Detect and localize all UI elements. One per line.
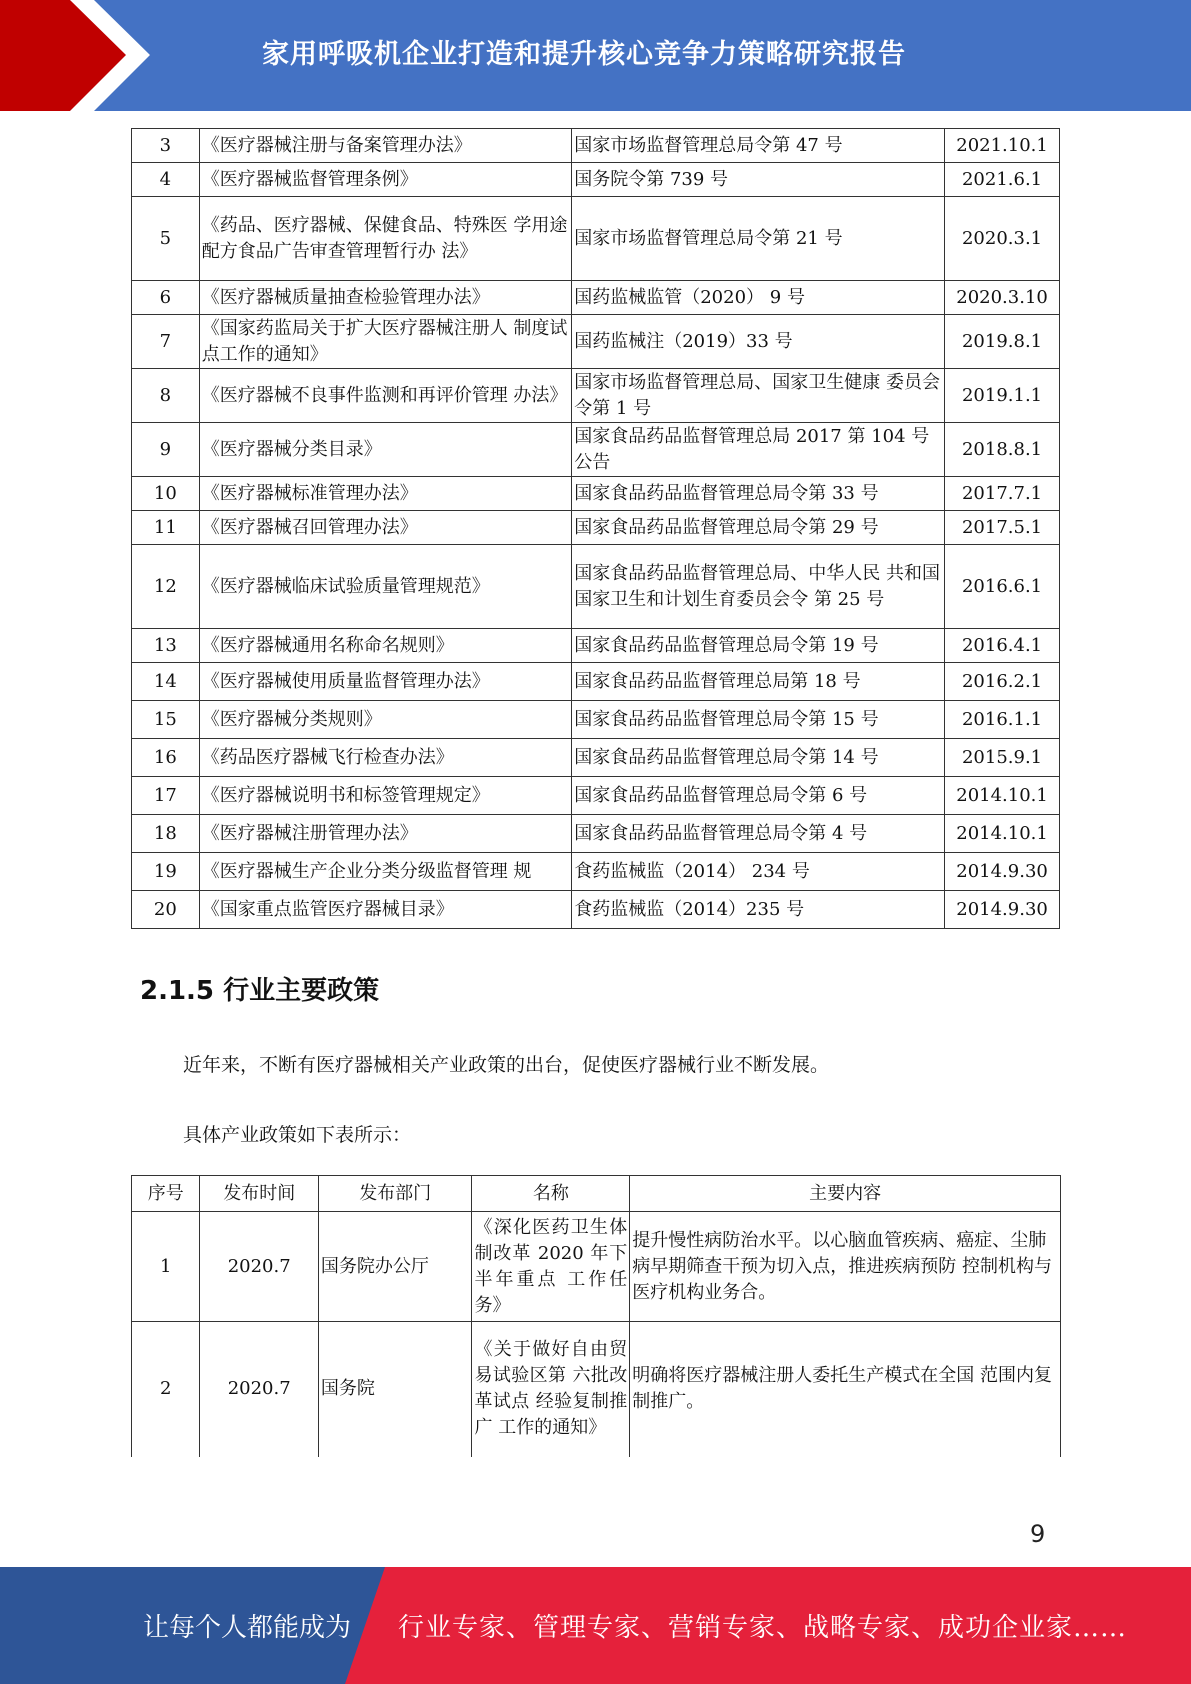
- regulation-row: [132, 511, 1060, 545]
- footer-slogan-left: 让每个人都能成为: [143, 1613, 352, 1643]
- regulations-table: [131, 128, 1060, 929]
- policy-row: [132, 1322, 1061, 1457]
- regulation-row: [132, 853, 1060, 891]
- regulation-document: 国家食品药品监督管理总局、中华人民 共和国国家卫生和计划生育委员会令 第 25 号: [572, 545, 945, 629]
- policy-table-header-row: [132, 1176, 1061, 1212]
- regulation-row: [132, 197, 1060, 281]
- section-heading: 2.1.5 行业主要政策: [140, 976, 380, 1006]
- regulation-name: 《医疗器械分类目录》: [199, 423, 572, 477]
- regulation-name: 《医疗器械质量抽查检验管理办法》: [199, 281, 572, 315]
- regulation-number: 18: [132, 815, 200, 853]
- intro-paragraph: 近年来，不断有医疗器械相关产业政策的出台，促使医疗器械行业不断发展。: [183, 1054, 830, 1076]
- policy-number: 1: [132, 1212, 200, 1322]
- regulation-name: 《医疗器械临床试验质量管理规范》: [199, 545, 572, 629]
- policy-number: 2: [132, 1322, 200, 1457]
- regulation-number: 17: [132, 777, 200, 815]
- regulation-date: 2021.10.1: [945, 129, 1060, 163]
- regulation-row: [132, 369, 1060, 423]
- regulation-document: 国家食品药品监督管理总局令第 19 号: [572, 629, 945, 663]
- regulation-row: [132, 545, 1060, 629]
- regulation-name: 《医疗器械标准管理办法》: [199, 477, 572, 511]
- regulation-number: 19: [132, 853, 200, 891]
- regulation-date: 2015.9.1: [945, 739, 1060, 777]
- regulation-name: 《国家重点监管医疗器械目录》: [199, 891, 572, 929]
- regulation-row: [132, 701, 1060, 739]
- regulation-number: 14: [132, 663, 200, 701]
- regulation-number: 20: [132, 891, 200, 929]
- page-number: 9: [1030, 1520, 1046, 1548]
- regulation-number: 4: [132, 163, 200, 197]
- regulation-number: 11: [132, 511, 200, 545]
- regulation-date: 2016.2.1: [945, 663, 1060, 701]
- regulation-document: 国家市场监督管理总局、国家卫生健康 委员会令第 1 号: [572, 369, 945, 423]
- regulation-date: 2014.10.1: [945, 777, 1060, 815]
- regulation-document: 国家食品药品监督管理总局令第 33 号: [572, 477, 945, 511]
- policy-header-no: 序号: [132, 1176, 200, 1212]
- regulation-document: 国家食品药品监督管理总局令第 14 号: [572, 739, 945, 777]
- regulation-row: [132, 629, 1060, 663]
- regulation-document: 国药监械注（2019）33 号: [572, 315, 945, 369]
- regulation-name: 《药品、医疗器械、保健食品、特殊医 学用途配方食品广告审查管理暂行办 法》: [199, 197, 572, 281]
- regulation-row: [132, 315, 1060, 369]
- policy-table: [131, 1175, 1061, 1457]
- regulation-row: [132, 739, 1060, 777]
- regulation-date: 2016.6.1: [945, 545, 1060, 629]
- policy-name: 《关于做好自由贸易试验区第 六批改革试点 经验复制推广 工作的通知》: [472, 1322, 630, 1457]
- regulation-row: [132, 423, 1060, 477]
- regulation-number: 6: [132, 281, 200, 315]
- regulation-name: 《医疗器械监督管理条例》: [199, 163, 572, 197]
- regulation-document: 国家市场监督管理总局令第 21 号: [572, 197, 945, 281]
- regulation-name: 《医疗器械召回管理办法》: [199, 511, 572, 545]
- regulation-number: 15: [132, 701, 200, 739]
- policy-header-name: 名称: [472, 1176, 630, 1212]
- regulation-date: 2018.8.1: [945, 423, 1060, 477]
- regulation-date: 2016.4.1: [945, 629, 1060, 663]
- regulation-row: [132, 815, 1060, 853]
- regulation-document: 国家食品药品监督管理总局令第 6 号: [572, 777, 945, 815]
- regulation-row: [132, 891, 1060, 929]
- regulation-name: 《医疗器械不良事件监测和再评价管理 办法》: [199, 369, 572, 423]
- policy-content: 提升慢性病防治水平。以心脑血管疾病、癌症、尘肺病早期筛查干预为切入点，推进疾病预防 控制机构与医疗机构业务合。: [630, 1212, 1061, 1322]
- regulation-row: [132, 777, 1060, 815]
- regulation-date: 2017.5.1: [945, 511, 1060, 545]
- regulation-document: 食药监械监（2014） 234 号: [572, 853, 945, 891]
- policy-content: 明确将医疗器械注册人委托生产模式在全国 范围内复制推广。: [630, 1322, 1061, 1457]
- regulation-row: [132, 163, 1060, 197]
- policy-time: 2020.7: [200, 1212, 318, 1322]
- regulation-document: 国家市场监督管理总局令第 47 号: [572, 129, 945, 163]
- page-footer: [0, 1567, 1191, 1684]
- regulation-date: 2014.9.30: [945, 891, 1060, 929]
- regulation-number: 9: [132, 423, 200, 477]
- regulation-document: 国家食品药品监督管理总局令第 4 号: [572, 815, 945, 853]
- regulation-date: 2019.1.1: [945, 369, 1060, 423]
- regulation-date: 2020.3.10: [945, 281, 1060, 315]
- regulation-name: 《医疗器械分类规则》: [199, 701, 572, 739]
- regulation-row: [132, 477, 1060, 511]
- regulation-date: 2019.8.1: [945, 315, 1060, 369]
- policy-header-content: 主要内容: [630, 1176, 1061, 1212]
- regulation-document: 国家食品药品监督管理总局 2017 第 104 号公告: [572, 423, 945, 477]
- header-title: 家用呼吸机企业打造和提升核心竞争力策略研究报告: [262, 39, 906, 70]
- regulation-date: 2017.7.1: [945, 477, 1060, 511]
- regulation-document: 食药监械监（2014）235 号: [572, 891, 945, 929]
- policy-header-dept: 发布部门: [318, 1176, 472, 1212]
- regulation-name: 《医疗器械注册管理办法》: [199, 815, 572, 853]
- regulation-document: 国家食品药品监督管理总局令第 15 号: [572, 701, 945, 739]
- regulation-number: 13: [132, 629, 200, 663]
- regulation-name: 《医疗器械使用质量监督管理办法》: [199, 663, 572, 701]
- policy-name: 《深化医药卫生体制改革 2020 年下半年重点 工作任务》: [472, 1212, 630, 1322]
- regulation-date: 2016.1.1: [945, 701, 1060, 739]
- regulation-date: 2014.10.1: [945, 815, 1060, 853]
- regulation-name: 《医疗器械通用名称命名规则》: [199, 629, 572, 663]
- policy-department: 国务院办公厅: [318, 1212, 472, 1322]
- regulation-date: 2014.9.30: [945, 853, 1060, 891]
- regulation-number: 10: [132, 477, 200, 511]
- policy-row: [132, 1212, 1061, 1322]
- policy-department: 国务院: [318, 1322, 472, 1457]
- regulation-document: 国药监械监管（2020） 9 号: [572, 281, 945, 315]
- regulation-document: 国家食品药品监督管理总局令第 29 号: [572, 511, 945, 545]
- regulation-number: 7: [132, 315, 200, 369]
- regulation-document: 国家食品药品监督管理总局第 18 号: [572, 663, 945, 701]
- footer-slogan-right: 行业专家、管理专家、营销专家、战略专家、成功企业家……: [398, 1613, 1128, 1643]
- regulation-row: [132, 281, 1060, 315]
- regulation-date: 2020.3.1: [945, 197, 1060, 281]
- policy-time: 2020.7: [200, 1322, 318, 1457]
- policy-header-time: 发布时间: [200, 1176, 318, 1212]
- table-intro-paragraph: 具体产业政策如下表所示：: [183, 1124, 412, 1146]
- regulation-document: 国务院令第 739 号: [572, 163, 945, 197]
- regulation-name: 《医疗器械注册与备案管理办法》: [199, 129, 572, 163]
- regulation-number: 16: [132, 739, 200, 777]
- regulation-name: 《医疗器械生产企业分类分级监督管理 规: [199, 853, 572, 891]
- regulation-name: 《医疗器械说明书和标签管理规定》: [199, 777, 572, 815]
- regulation-row: [132, 663, 1060, 701]
- page-header: [0, 0, 1191, 111]
- regulation-number: 3: [132, 129, 200, 163]
- regulation-name: 《国家药监局关于扩大医疗器械注册人 制度试点工作的通知》: [199, 315, 572, 369]
- regulation-name: 《药品医疗器械飞行检查办法》: [199, 739, 572, 777]
- regulation-date: 2021.6.1: [945, 163, 1060, 197]
- regulation-row: [132, 129, 1060, 163]
- regulation-number: 8: [132, 369, 200, 423]
- regulation-number: 12: [132, 545, 200, 629]
- regulation-number: 5: [132, 197, 200, 281]
